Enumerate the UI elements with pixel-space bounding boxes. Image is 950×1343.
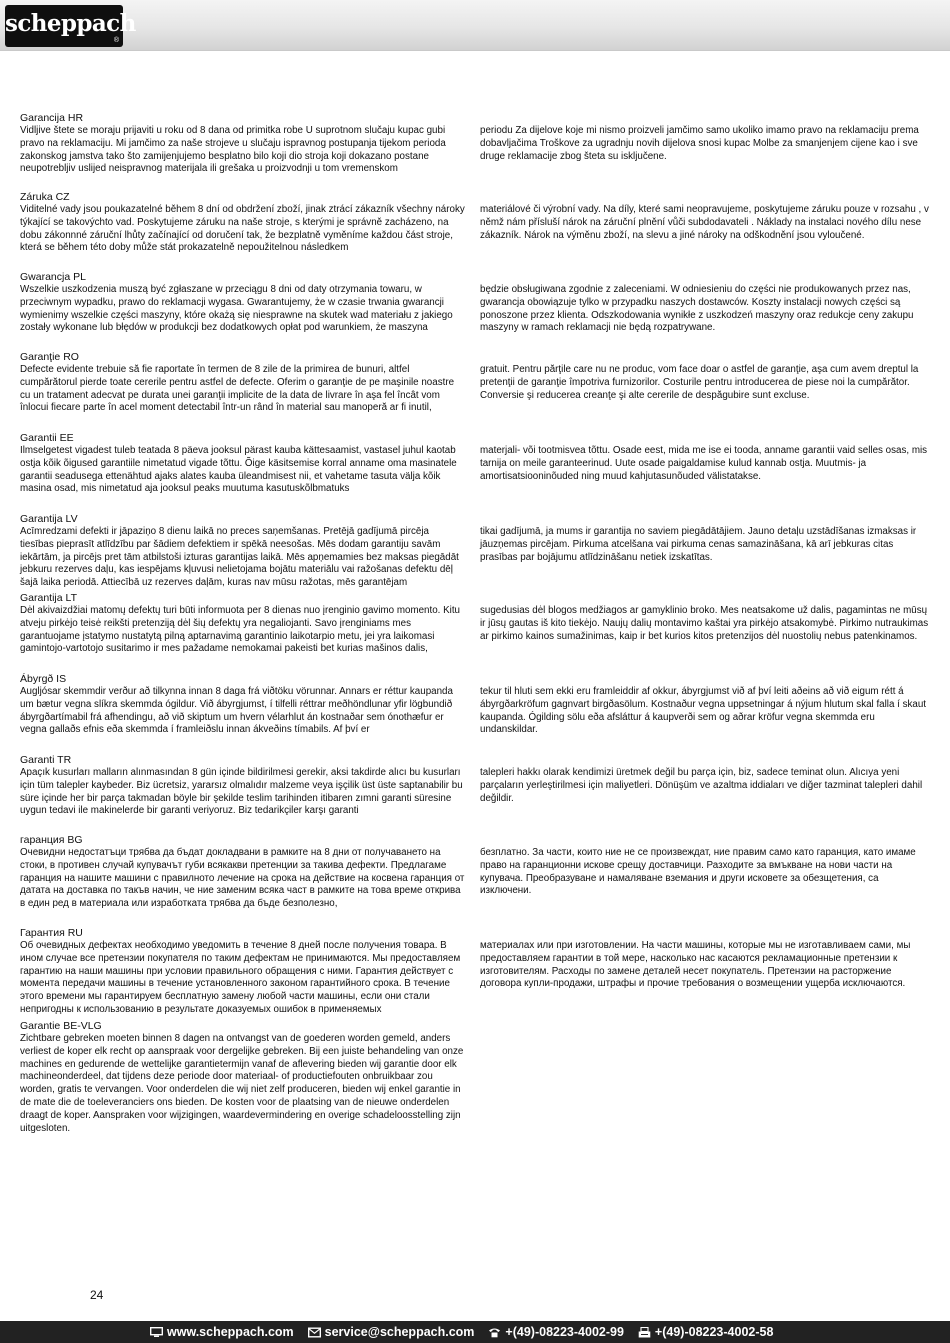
section-text-left <box>20 204 465 255</box>
section-title: Garancija HR <box>20 112 84 124</box>
section-text-left <box>20 686 465 737</box>
section-lt <box>20 592 932 655</box>
fax-icon <box>638 1327 651 1338</box>
paragraph: Vidljive štete se moraju prijaviti u roku od 8 dana od primitka robe U suprotnom slučaju kupac gubi pravo na reklamaciju. Mi jamčimo za naše strojeve u slučaju ispravnog postupanja tijekom perioda zakonskog jamstva tako što zamijenjujemo besplatno bilo koji dio stroja koji dokazano postane neupotrebljiv uslijed neispravnog materijala ili grešaka u proizvodnji u tom vremenskom <box>20 125 446 175</box>
section-be-vlg <box>20 1020 932 1134</box>
section-bg <box>20 834 932 910</box>
paragraph: periodu Za dijelove koje mi nismo proizveli jamčimo samo ukoliko imamo pravo na reklamaciju prema dobavljačima Troškove za ugradnju novih dijelova snosi kupac Molbe za smanjenjem cijene kao i sve druge reklamacije zbog šteta su isključene. <box>480 125 919 162</box>
page-footer <box>0 1321 950 1343</box>
section-ro <box>20 351 932 414</box>
section-text-left <box>20 940 465 1017</box>
section-text-right <box>480 686 932 737</box>
page-number: 24 <box>90 1288 104 1302</box>
envelope-icon <box>308 1327 321 1338</box>
paragraph: Об очевидных дефектах необходимо уведомить в течение 8 дней после получения товара. В ином случае все претензии покупателя по таким дефектам не принимаются. Мы предоставляем гарантию на наши машины при условии правильного обращения с ними. Гарантия действует с момента передачи машины в течение установленного законом гарантийного срока. В течение этого времени мы гарантируем бесплатную замену любой части машины, если они стали непригодны к использованию в результате доказуемых ошибок в применяемых <box>20 940 461 1015</box>
fax-text: +(49)-08223-4002-58 <box>654 1325 774 1339</box>
section-title: Garanti TR <box>20 754 72 766</box>
section-text-right <box>480 284 932 335</box>
section-is <box>20 673 932 736</box>
section-text-left <box>20 767 465 818</box>
section-title: Ábyrgð IS <box>20 673 67 685</box>
section-text-left <box>20 125 465 176</box>
email-text: service@scheppach.com <box>324 1325 475 1339</box>
section-text-right <box>480 445 932 483</box>
section-pl <box>20 271 932 334</box>
paragraph: materjali- või tootmisvea tõttu. Osade eest, mida me ise ei tooda, anname garantii vaid selles osas, mis tarnija on meile garanteerinud. Uute osade paigaldamise kulud kannab ostja. Muutmis- ja amortisatsiooninõuded ning muud kahjutasunõuded välistatakse. <box>480 445 928 482</box>
section-text-right <box>480 526 932 564</box>
section-text-left <box>20 364 465 415</box>
section-title: Garantija LV <box>20 513 78 525</box>
monitor-icon <box>150 1327 163 1338</box>
section-text-right <box>480 364 932 402</box>
phone-text: +(49)-08223-4002-99 <box>505 1325 624 1339</box>
paragraph: Dėl akivaizdžiai matomų defektų turi būti informuota per 8 dienas nuo įrenginio gavimo momento. Kitu atveju pirkėjo teisė reikšti pretenziją dėl šių defektų yra negaliojanti. Savo įrenginiams mes garantuojame įstatymo nustatytą pilną aptarnavimą garantinio laikotarpio metu, jei yra laikomasi gamintojo-vartotojo susitarimo ir mes pažadame nemokamai pakeisti bet kurias mašinos dalis, <box>20 605 460 655</box>
paragraph: Acīmredzami defekti ir jāpaziņo 8 dienu laikā no preces saņemšanas. Pretējā gadījumā pircēja tiesības pieprasīt atlīdzību par šādiem defektiem ir spēkā neesošas. Mēs dodam garantiju savām iekārtām, ja pircējs pret tām atbilstoši izturas garantijas laikā. Mēs apņemamies bez maksas piegādāt jebkuru rezerves daļu, kas iespējams kļuvusi nelietojama bojātu materiālu vai ražošanas defektu dēļ šajā laika periodā. Attiecībā uz rezerves daļām, kuras nav mūsu ražotas, mēs garantējam <box>20 526 459 589</box>
paragraph: gratuit. Pentru părţile care nu ne produc, vom face doar o astfel de garanţie, aşa cum avem dreptul la pretenţii de garanţie împotriva furnizorilor. Costurile pentru introducerea de piese noi la cumpărător. Conversie şi reducerea creanţe şi alte cererile de despăgubire sunt excluse. <box>480 364 919 401</box>
section-ru <box>20 927 932 1015</box>
section-title: Гарантия RU <box>20 927 83 939</box>
page-header <box>0 0 950 50</box>
paragraph: Wszelkie uszkodzenia muszą być zgłaszane w przeciągu 8 dni od daty otrzymania towaru, w przeciwnym wypadku, prawo do reklamacji wygasa. Gwarantujemy, że w czasie trwania gwarancji wymienimy wszelkie części maszyny, które okażą się niesprawne na skutek wad materiału z jakiego zostały wykonane lub błędów w produkcji bez dodatkowych opłat pod warunkiem, że maszyna <box>20 284 453 334</box>
paragraph: Augljósar skemmdir verður að tilkynna innan 8 daga frá viðtöku vörunnar. Annars er réttur kaupanda um bætur vegna slíkra skemmda ógildur. Við ábyrgjumst, í tilfelli réttrar meðhöndlunar yfir lögbundið ábyrgðartímabil frá afhendingu, að við skiptum um hvern vélarhlut án kostnaðar sem ónothæfur er vegna gallaðs efnis eða skemmda í framleiðslu innan ákveðins tímabils. Af því er <box>20 686 453 736</box>
section-title: Garantii EE <box>20 432 74 444</box>
section-text-left <box>20 284 465 335</box>
section-text-right <box>480 847 932 898</box>
section-text-left <box>20 605 465 656</box>
section-text-right <box>480 605 932 643</box>
section-cz <box>20 191 932 254</box>
paragraph: Viditelné vady jsou poukazatelné během 8 dní od obdržení zboží, jinak ztrácí zákazník všechny nároky týkající se takovýchto vad. Poskytujeme záruku na naše stroje, s kterými je správně zacházeno, na dobu zákonnné záruční lhůty začínající od doručení tak, že bezplatně vyměníme každou část stroje, která se během této doby může stát prokazatelně nepoužitelnou následkem <box>20 204 465 254</box>
section-title: Gwarancja PL <box>20 271 86 283</box>
section-text-left <box>20 526 465 590</box>
footer-fax[interactable] <box>638 1325 774 1339</box>
paragraph: materiálové či výrobní vady. Na díly, které sami neopravujeme, poskytujeme záruku pouze v rozsahu , v němž nám přísluší nárok na záruční plnění vůči subdodavateli . Náklady na instalaci nového dílu nese zákazník. Nárok na výměnu zboží, na slevu a jiné nároky na odškodnění jsou vyloučené. <box>480 204 929 241</box>
paragraph: Zichtbare gebreken moeten binnen 8 dagen na ontvangst van de goederen worden gemeld, anders verliest de koper elk recht op aanspraak voor dergelijke gebreken. Bij een juiste behandeling van onze machines en gedurende de wettelijke garantietermijn vanaf de aflevering bieden wij garantie door elk machineonderdeel, dat tijdens deze periode door materiaal- of productiefouten onbruikbaar zou worden, gratis te vervangen. Voor onderdelen die wij niet zelf produceren, bieden wij enkel garantie in de mate die de toeleveranciers ons bieden. De kosten voor de plaatsing van de nieuwe onderdelen draagt de koper. Aanspraken voor wijzigingen, waardevermindering en overige schadeloosstelling zijn uitgesloten. <box>20 1033 464 1134</box>
paragraph: безплатно. За части, които ние не се произвеждат, ние правим само като гаранция, като имаме право на гаранционни искове срещу доставчици. Разходите за вмъкване на нови части на купувача. Преобразуване и намаляване вземания и други исковете за обезщетения, са изключени. <box>480 847 916 897</box>
section-tr <box>20 754 932 817</box>
phone-icon <box>488 1327 501 1338</box>
registered-mark: ® <box>113 37 119 44</box>
section-title: Garantija LT <box>20 592 77 604</box>
footer-phone[interactable] <box>488 1325 624 1339</box>
footer-email[interactable] <box>308 1325 475 1339</box>
section-text-left <box>20 445 465 496</box>
section-text-right <box>480 940 932 991</box>
paragraph: talepleri hakkı olarak kendimizi üretmek değil bu parça için, biz, sadece teminat olun. Alıcıya yeni parçaların yerleştirilmesi için maliyetleri. Dönüşüm ve azaltma iddiaları ve diğer tazminat talepleri dahil değildir. <box>480 767 923 804</box>
paragraph: tikai gadījumā, ja mums ir garantija no saviem piegādātājiem. Jauno detaļu uzstādīšanas izmaksas ir jāuzņemas pircējam. Pirkuma atcelšana vai pirkuma cenas samazināšana, kā arī jebkuras citas prasības par bojājumu atlīdzināšanu netiek izskatītas. <box>480 526 917 563</box>
section-text-left <box>20 1033 465 1135</box>
scheppach-logo <box>5 5 136 47</box>
paragraph: Очевидни недостатъци трябва да бъдат докладвани в рамките на 8 дни от получаването на стоки, в противен случай купувачът губи всякакви претенции за такива дефекти. Предлагаме гаранция на нашите машини с правилното лечение на срока на действие на косвена гаранция от датата на доставка по такъв начин, че ние заменим всяка част в рамките на това време открива в един ред в материала или изработката трябва да бъде безполезно, <box>20 847 465 910</box>
footer-contacts <box>150 1324 773 1340</box>
section-text-left <box>20 847 465 911</box>
section-lv <box>20 513 932 589</box>
paragraph: Defecte evidente trebuie să fie raportate în termen de 8 zile de la primirea de bunuri, altfel cumpărătorul pierde toate cererile pentru astfel de defecte. Oferim o garanţie de pe maşinile noastre cu un tratament adecvat pe durata unei garanţii implicite de la data de livrare în aşa fel încât vom înlocui fiecare parte în acel moment detectabil într-un rând în material sau manoperă ar fi inutil, <box>20 364 455 414</box>
paragraph: Apaçık kusurları malların alınmasından 8 gün içinde bildirilmesi gerekir, aksi takdirde alıcı bu kusurları için tüm talepler kaybeder. Biz ücretsiz, yararsız olmalıdır malzeme veya işçilik üst üste saptanabilir bu süre içinde her bir parça takmadan böyle bir şekilde teslim tarihinden itibaren zımni garanti süresine uygun tedavi ile makinelerde bir garanti veriyoruz. Biz tedarikçiler karşı garanti <box>20 767 463 817</box>
section-title: гаранция BG <box>20 834 83 846</box>
footer-website[interactable] <box>150 1325 294 1339</box>
section-text-right <box>480 767 932 805</box>
paragraph: Ilmselgetest vigadest tuleb teatada 8 päeva jooksul pärast kauba kättesaamist, vastasel juhul kaotab ostja kõik õigused garantiile nimetatud vigade tõttu. Õige käsitsemise korral anname oma masinatele garantii seadusega ettenähtud ajaks alates kauba üleandmisest nii, et vahetame tasuta välja kõik masina osad, mis nimetatud aja jooksul peaks muutuma kasutuskõlbmatuks <box>20 445 457 495</box>
section-ee <box>20 432 932 495</box>
section-text-right <box>480 125 932 163</box>
section-title: Záruka CZ <box>20 191 70 203</box>
paragraph: będzie obsługiwana zgodnie z zaleceniami. W odniesieniu do części nie produkowanych przez nas, gwarancja obowiązuje tylko w przypadku naszych dostawców. Koszty instalacji nowych części są ponoszone przez klienta. Odszkodowania wynikłe z uszkodzeń maszyny oraz redukcje ceny zakupu maszyny w ramach reklamacji nie będą rozpatrywane. <box>480 284 914 334</box>
logo-text: scheppach <box>5 10 136 37</box>
website-text: www.scheppach.com <box>167 1325 294 1339</box>
section-title: Garanţie RO <box>20 351 79 363</box>
section-title: Garantie BE-VLG <box>20 1020 102 1032</box>
section-text-right <box>480 204 932 242</box>
paragraph: sugedusias dėl blogos medžiagos ar gamyklinio broko. Mes neatsakome už dalis, pagamintas ne mūsų ir jūsų gautas iš kito tiekėjo. Naujų dalių montavimo kaštai yra pirkėjo atsakomybė. Pirkimo nutraukimas ar pirkimo kainos sumažinimas, kaip ir bet kurios kitos pretenzijos dėl nuostolių nebus patenkinamos. <box>480 605 929 642</box>
paragraph: tekur til hluti sem ekki eru framleiddir af okkur, ábyrgjumst við af því leiti aðeins að við eigum rétt á ábyrgðarkröfum gagnvart birgðasölum. Kostnaður vegna uppsetningar á nýjum hlutum skal falla í skaut kaupanda. Ógilding sölu eða afsláttur á kaupverði sem og aðrar kröfur vegna skemmda eru undanskildar. <box>480 686 927 736</box>
paragraph: материалах или при изготовлении. На части машины, которые мы не изготавливаем сами, мы предоставляем гарантии в той мере, насколько нас касаются рекламационные претензии к изготовителям. Расходы по замене деталей несет покупатель. Претензии на расторжение договора купли-продажи, штрафы и прочие требования о возмещении ущерба исключаются. <box>480 940 911 990</box>
section-hr <box>20 112 932 175</box>
header-divider <box>0 50 950 51</box>
